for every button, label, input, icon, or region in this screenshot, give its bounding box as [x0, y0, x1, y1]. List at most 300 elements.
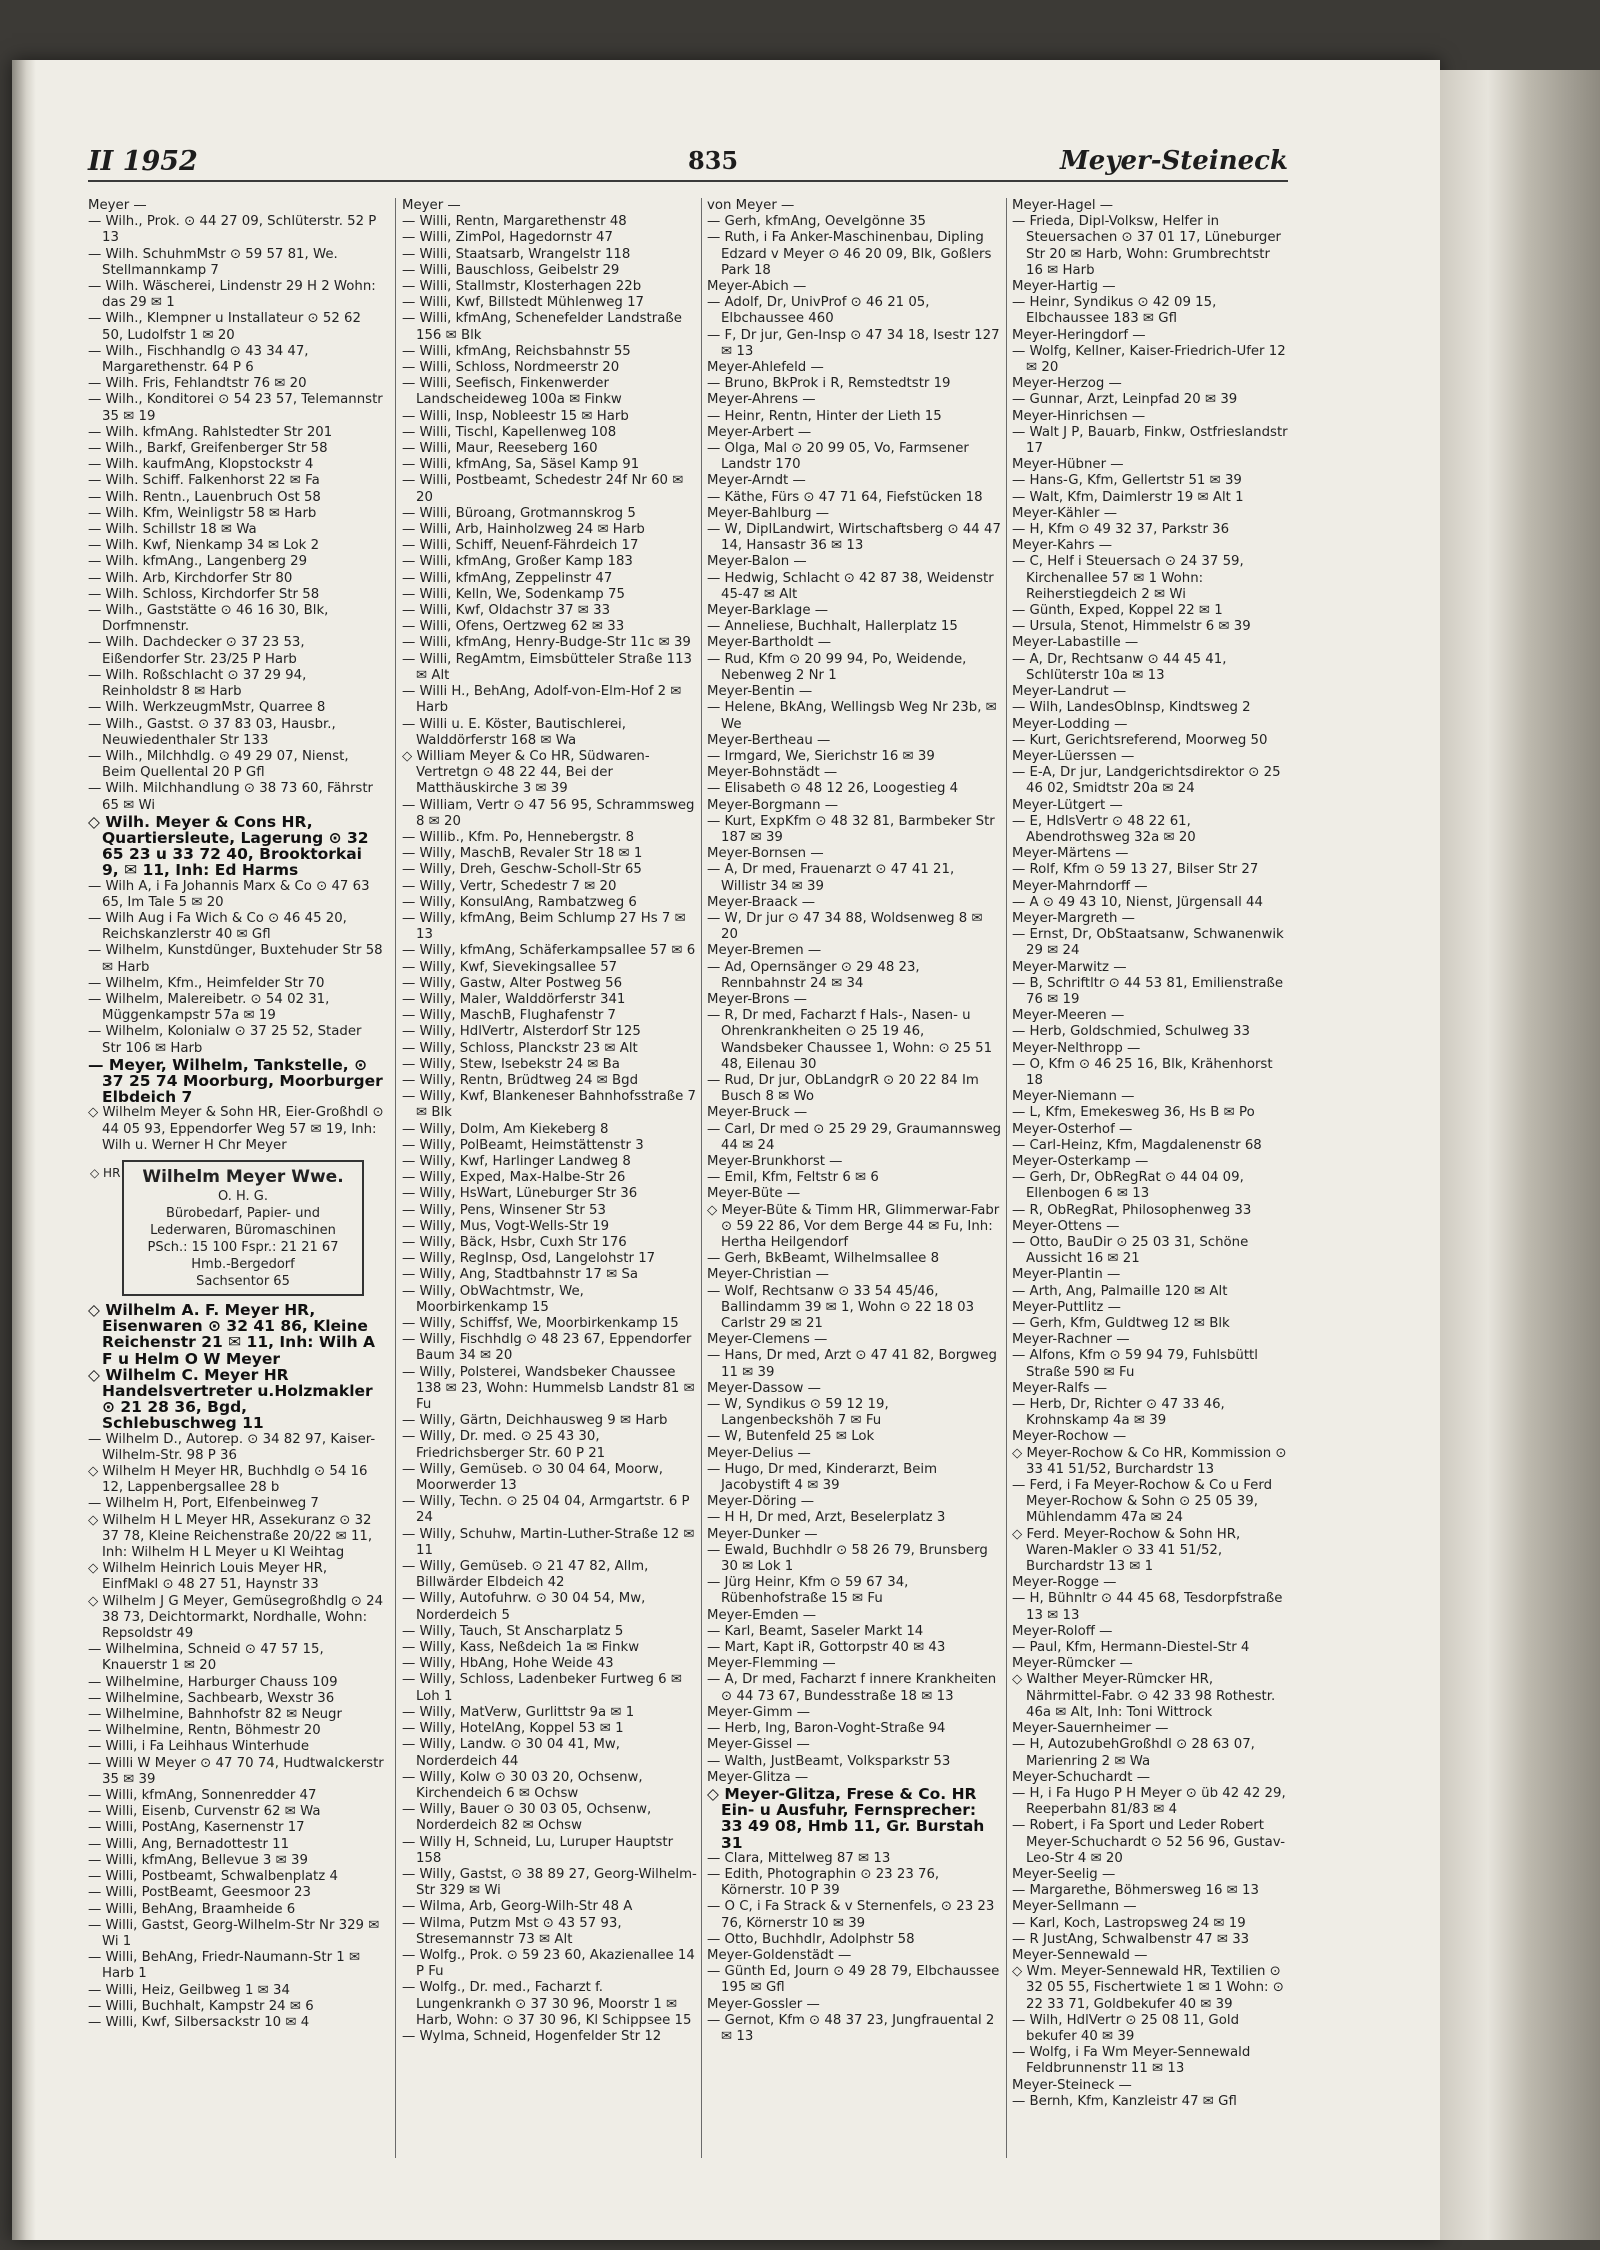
directory-entry: — Meyer, Wilhelm, Tankstelle, ⊙ 37 25 74 Moorburg, Moorburger Elbdeich 7 — [88, 1055, 383, 1107]
directory-entry: — Wilhelm, Kolonialw ⊙ 37 25 52, Stader Str 106 ✉ Harb — [88, 1024, 362, 1056]
directory-entry: Meyer-Margreth — — [1012, 910, 1135, 926]
directory-entry: — Willy, kfmAng, Schäferkampsallee 57 ✉ 6 — [402, 943, 696, 959]
directory-entry: — Gerh, BkBeamt, Wilhelmsallee 8 — [707, 1251, 940, 1267]
directory-entry: — Irmgard, We, Sierichstr 16 ✉ 39 — [707, 748, 935, 764]
directory-entry: — Willy H, Schneid, Lu, Luruper Hauptstr 158 — [402, 1834, 674, 1866]
directory-entry: — Willi, Buchhalt, Kampstr 24 ✉ 6 — [88, 1998, 314, 2014]
directory-entry: — Mart, Kapt iR, Gottorpstr 40 ✉ 43 — [707, 1640, 946, 1656]
directory-entry: — Herb, Ing, Baron-Voght-Straße 94 — [707, 1721, 946, 1737]
directory-entry: — Willi, kfmAng, Bellevue 3 ✉ 39 — [88, 1852, 308, 1868]
directory-entry: — Wilh. Schloss, Kirchdorfer Str 58 — [88, 586, 320, 602]
directory-entry: — Willy, Dreh, Geschw-Scholl-Str 65 — [402, 862, 642, 878]
directory-entry: — Gerh, Kfm, Guldtweg 12 ✉ Blk — [1012, 1316, 1230, 1332]
directory-entry: — Hugo, Dr med, Kinderarzt, Beim Jacobystift 4 ✉ 39 — [707, 1461, 938, 1494]
directory-entry: — Willy, Autofuhrw. ⊙ 30 04 54, Mw, Norderdeich 5 — [402, 1591, 646, 1623]
directory-entry: Meyer-Sauernheimer — — [1012, 1721, 1169, 1737]
directory-entry: — Willy, Fischhdlg ⊙ 48 23 67, Eppendorfer Baum 34 ✉ 20 — [402, 1332, 692, 1364]
directory-entry: — Günth Ed, Journ ⊙ 49 28 79, Elbchaussee 195 ✉ Gfl — [707, 1964, 1000, 1996]
directory-entry: — Wilh. Milchhandlung ⊙ 38 73 60, Fährstr 65 ✉ Wi — [88, 781, 374, 813]
directory-entry: Meyer-Dassow — — [707, 1380, 821, 1396]
directory-entry: Meyer-Büte — — [707, 1186, 801, 1202]
directory-entry: ◇ Wilhelm Meyer & Sohn HR, Eier-Großhdl ⊙ 44 05 93, Eppendorfer Weg 57 ✉ 19, Inh: Wilh u. Werner H Chr Meyer — [88, 1105, 384, 1153]
directory-entry: Meyer-Steineck — — [1012, 2077, 1132, 2093]
ad-box — [122, 1160, 364, 1296]
directory-entry: — Willy, Kwf, Harlinger Landweg 8 — [402, 1153, 631, 1169]
directory-entry: Meyer-Bremen — — [707, 943, 822, 959]
directory-entry: — Willy, HdlVertr, Alsterdorf Str 125 — [402, 1024, 641, 1040]
directory-entry: Meyer-Ottens — — [1012, 1218, 1120, 1234]
directory-entry: — Willi, Heiz, Geilbweg 1 ✉ 34 — [88, 1982, 290, 1998]
directory-entry: — W, Butenfeld 25 ✉ Lok — [707, 1429, 875, 1445]
directory-entry: — Wilh., Gastst. ⊙ 37 83 03, Hausbr., Neuwiedenthaler Str 133 — [88, 716, 336, 748]
directory-entry: — Willi, ZimPol, Hagedornstr 47 — [402, 230, 613, 246]
directory-entry: — Walt, Kfm, Daimlerstr 19 ✉ Alt 1 — [1012, 489, 1244, 505]
directory-entry: — Wilhelmine, Sachbearb, Wexstr 36 — [88, 1690, 335, 1706]
directory-entry: — Heinr, Rentn, Hinter der Lieth 15 — [707, 408, 942, 424]
directory-entry: — Wolfg., Prok. ⊙ 59 23 60, Akazienallee 14 P Fu — [402, 1947, 695, 1980]
directory-entry: Meyer-Lodding — — [1012, 716, 1128, 732]
directory-entry: — Willy, Landw. ⊙ 30 04 41, Mw, Norderdeich 44 — [402, 1737, 620, 1769]
directory-entry: ◇ Wilhelm H L Meyer HR, Assekuranz ⊙ 32 37 78, Kleine Reichenstraße 20/22 ✉ 11, Inh: Wilhelm H L Meyer u Kl Weihtag — [88, 1512, 373, 1561]
directory-entry: — Willi, kfmAng, Sa, Säsel Kamp 91 — [402, 457, 640, 473]
directory-entry: — Wilh. Arb, Kirchdorfer Str 80 — [88, 570, 293, 586]
directory-entry: Meyer-Seelig — — [1012, 1866, 1116, 1882]
directory-entry: Meyer-Bahlburg — — [707, 505, 830, 521]
directory-entry: — Adolf, Dr, UnivProf ⊙ 46 21 05, Elbchaussee 460 — [707, 295, 930, 327]
directory-entry: — Robert, i Fa Sport und Leder Robert Meyer-Schuchardt ⊙ 52 56 96, Gustav-Leo-Str 4 ✉ 20 — [1012, 1818, 1286, 1866]
directory-entry: — Carl, Dr med ⊙ 25 29 29, Graumannsweg 44 ✉ 24 — [707, 1121, 1002, 1153]
directory-entry: — Wilh A, i Fa Johannis Marx & Co ⊙ 47 63 65, Im Tale 5 ✉ 20 — [88, 878, 370, 910]
directory-entry: — Willi, Kwf, Oldachstr 37 ✉ 33 — [402, 603, 611, 619]
directory-entry: Meyer-Delius — — [707, 1445, 811, 1461]
directory-entry: ◇ Meyer-Büte & Timm HR, Glimmerwar-Fabr ⊙ 59 22 86, Vor dem Berge 44 ✉ Fu, Inh: Hertha Heilgendorf — [707, 1202, 1000, 1250]
directory-entry: — Olga, Mal ⊙ 20 99 05, Vo, Farmsener Landstr 170 — [707, 441, 969, 473]
directory-entry: Meyer-Arndt — — [707, 473, 806, 489]
column-2 — [402, 198, 698, 2168]
directory-entry: — Carl-Heinz, Kfm, Magdalenenstr 68 — [1012, 1137, 1262, 1153]
column-rule — [1006, 198, 1007, 2158]
directory-entry: Meyer-Gissel — — [707, 1737, 810, 1753]
directory-entry: — Kurt, ExpKfm ⊙ 48 32 81, Barmbeker Str 187 ✉ 39 — [707, 813, 995, 845]
directory-entry: — Wilhelmine, Bahnhofstr 82 ✉ Neugr — [88, 1707, 342, 1723]
directory-entry: — Wilh., Gaststätte ⊙ 46 16 30, Blk, Dorfmnenstr. — [88, 603, 329, 635]
directory-entry: Meyer-Hinrichsen — — [1012, 408, 1146, 424]
directory-entry: Meyer-Christian — — [707, 1267, 829, 1283]
directory-entry: — Käthe, Fürs ⊙ 47 71 64, Fiefstücken 18 — [707, 489, 983, 505]
directory-entry: — Willy, kfmAng, Beim Schlump 27 Hs 7 ✉ 13 — [402, 910, 686, 943]
directory-entry: — Ursula, Stenot, Himmelstr 6 ✉ 39 — [1012, 619, 1251, 635]
directory-entry: — Willi, i Fa Leihhaus Winterhude — [88, 1739, 310, 1755]
directory-entry: — Willy, Rentn, Brüdtweg 24 ✉ Bgd — [402, 1072, 639, 1088]
directory-entry: — Kurt, Gerichtsreferend, Moorweg 50 — [1012, 732, 1268, 748]
directory-entry: — Willy, Polsterei, Wandsbeker Chaussee 138 ✉ 23, Wohn: Hummelsb Landstr 81 ✉ Fu — [402, 1364, 695, 1413]
directory-entry: Meyer-Nelthropp — — [1012, 1040, 1141, 1056]
directory-entry: — Willi, kfmAng, Sonnenredder 47 — [88, 1788, 317, 1804]
directory-entry: — Wilh. Roßschlacht ⊙ 37 29 94, Reinholdstr 8 ✉ Harb — [88, 667, 307, 700]
directory-entry: — Bernh, Kfm, Kanzleistr 47 ✉ Gfl — [1012, 2093, 1237, 2109]
directory-entry: — Wilh., Milchhdlg. ⊙ 49 29 07, Nienst, Beim Quellental 20 P Gfl — [88, 748, 349, 781]
directory-entry: — R, ObRegRat, Philosophenweg 33 — [1012, 1202, 1252, 1218]
directory-entry: — Willi, BehAng, Braamheide 6 — [88, 1901, 296, 1917]
directory-entry: — Wilhelm H, Port, Elfenbeinweg 7 — [88, 1496, 319, 1512]
directory-entry: ◇ Wilhelm H Meyer HR, Buchhdlg ⊙ 54 16 12, Lappenbergsallee 28 b — [88, 1464, 368, 1496]
directory-entry: — Willy, Tauch, St Anscharplatz 5 — [402, 1623, 624, 1639]
directory-entry: — Willi H., BehAng, Adolf-von-Elm-Hof 2 ✉ Harb — [402, 684, 682, 716]
directory-entry: — H, Kfm ⊙ 49 32 37, Parkstr 36 — [1012, 522, 1230, 538]
directory-entry: — Emil, Kfm, Feltstr 6 ✉ 6 — [707, 1170, 879, 1186]
directory-entry: — Willy, Dr. med. ⊙ 25 43 30, Friedrichsberger Str. 60 P 21 — [402, 1429, 606, 1461]
directory-entry: — Otto, BauDir ⊙ 25 03 31, Schöne Aussicht 16 ✉ 21 — [1012, 1235, 1249, 1267]
directory-entry: Meyer-Bornsen — — [707, 846, 824, 862]
directory-entry: ◇ William Meyer & Co HR, Südwaren-Vertretgn ⊙ 48 22 44, Bei der Matthäuskirche 3 ✉ 39 — [402, 748, 650, 797]
directory-entry: von Meyer — — [707, 198, 795, 213]
directory-entry: — Willi, PostAng, Kasernenstr 17 — [88, 1820, 305, 1836]
directory-entry: — Wilh, LandesOblnsp, Kindtsweg 2 — [1012, 700, 1251, 716]
directory-entry: — Wilh. Wäscherei, Lindenstr 29 H 2 Wohn: das 29 ✉ 1 — [88, 279, 376, 311]
directory-entry: — W, Syndikus ⊙ 59 12 19, Langenbeckshöh 7 ✉ Fu — [707, 1397, 889, 1429]
directory-entry: ◇ Meyer-Rochow & Co HR, Kommission ⊙ 33 41 51/52, Burchardstr 13 — [1012, 1445, 1287, 1477]
directory-entry: — Wilh. kfmAng., Langenberg 29 — [88, 554, 308, 570]
directory-entry: — Wilh. Kwf, Nienkamp 34 ✉ Lok 2 — [88, 538, 320, 554]
page-stack-edge — [1440, 70, 1600, 2240]
directory-entry: Meyer-Arbert — — [707, 424, 812, 440]
directory-entry: — Rolf, Kfm ⊙ 59 13 27, Bilser Str 27 — [1012, 862, 1259, 878]
directory-entry: — H, AutozubehGroßhdl ⊙ 28 63 07, Marienring 2 ✉ Wa — [1012, 1737, 1255, 1769]
ad-line: Hmb.-Bergedorf — [191, 1256, 295, 1272]
directory-entry: Meyer-Brunkhorst — — [707, 1153, 843, 1169]
directory-entry: — Frieda, Dipl-Volksw, Helfer in Steuersachen ⊙ 37 01 17, Lüneburger Str 20 ✉ Harb, Wohn: Grumbrechtstr 16 ✉ Harb — [1012, 214, 1281, 278]
directory-entry: — O C, i Fa Strack & v Sternenfels, ⊙ 23 23 76, Körnerstr 10 ✉ 39 — [707, 1899, 995, 1931]
directory-entry: Meyer-Schuchardt — — [1012, 1769, 1151, 1785]
directory-entry: Meyer-Gimm — — [707, 1704, 811, 1720]
directory-entry: Meyer-Ahrens — — [707, 392, 816, 408]
directory-entry: Meyer-Mahrndorff — — [1012, 878, 1148, 894]
directory-entry: Meyer-Landrut — — [1012, 684, 1127, 700]
directory-entry: ◇ Wilhelm C. Meyer HR Handelsvertreter u.Holzmakler ⊙ 21 28 36, Bgd, Schlebuschweg 11 — [88, 1365, 373, 1433]
directory-entry: — Wilh Aug i Fa Wich & Co ⊙ 46 45 20, Reichskanzlerstr 40 ✉ Gfl — [88, 910, 347, 943]
directory-entry: — Willy, Gastw, Alter Postweg 56 — [402, 975, 623, 991]
directory-entry: — Wilh. Kfm, Weinligstr 58 ✉ Harb — [88, 505, 317, 521]
directory-entry: ◇ Wilhelm Heinrich Louis Meyer HR, EinfMakl ⊙ 48 27 51, Haynstr 33 — [88, 1561, 328, 1593]
directory-entry: — Willy, Pens, Winsener Str 53 — [402, 1202, 606, 1218]
directory-entry: Meyer-Kähler — — [1012, 505, 1118, 521]
directory-entry: Meyer-Barklage — — [707, 603, 829, 619]
directory-entry: Meyer — — [88, 198, 147, 213]
directory-entry: — Karl, Beamt, Saseler Markt 14 — [707, 1623, 924, 1639]
directory-entry: Meyer-Plantin — — [1012, 1267, 1121, 1283]
directory-entry: — Willi, Staatsarb, Wrangelstr 118 — [402, 246, 631, 262]
directory-entry: — Willi, kfmAng, Henry-Budge-Str 11c ✉ 39 — [402, 635, 691, 651]
directory-entry: — Wilhelmine, Harburger Chauss 109 — [88, 1674, 338, 1690]
directory-entry: Meyer-Herzog — — [1012, 376, 1122, 392]
directory-entry: — Herb, Dr, Richter ⊙ 47 33 46, Krohnskamp 4a ✉ 39 — [1012, 1397, 1225, 1429]
directory-entry: Meyer-Bartholdt — — [707, 635, 832, 651]
directory-entry: — Willy, HsWart, Lüneburger Str 36 — [402, 1186, 638, 1202]
directory-entry: — Arth, Ang, Palmaille 120 ✉ Alt — [1012, 1283, 1228, 1299]
header-catchword: Meyer-Steineck — [1060, 146, 1288, 176]
directory-entry: — Willy, Dolm, Am Kiekeberg 8 — [402, 1121, 609, 1137]
directory-entry: — Wilma, Arb, Georg-Wilh-Str 48 A — [402, 1899, 633, 1915]
ad-register-mark: ◇ HR — [90, 1165, 121, 1180]
column-1 — [88, 198, 384, 2168]
directory-entry: Meyer — — [402, 198, 461, 213]
directory-entry: Meyer-Abich — — [707, 279, 807, 295]
directory-entry: Meyer-Puttlitz — — [1012, 1299, 1121, 1315]
directory-entry: — Willy, Exped, Max-Halbe-Str 26 — [402, 1170, 626, 1186]
directory-entry: Meyer-Braack — — [707, 894, 816, 910]
directory-entry: — Willi, BehAng, Friedr-Naumann-Str 1 ✉ Harb 1 — [88, 1950, 361, 1982]
directory-entry: — Willi, Kwf, Billstedt Mühlenweg 17 — [402, 295, 645, 311]
directory-entry: — Helene, BkAng, Wellingsb Weg Nr 23b, ✉ We — [707, 700, 997, 732]
directory-entry: — Willi, Kelln, We, Sodenkamp 75 — [402, 586, 625, 602]
directory-entry: — Willi, Ofens, Oertzweg 62 ✉ 33 — [402, 619, 625, 635]
directory-entry: — Wilh. kfmAng. Rahlstedter Str 201 — [88, 424, 333, 440]
directory-entry: — Willi, Postbeamt, Schedestr 24f Nr 60 ✉ 20 — [402, 473, 684, 505]
directory-entry: — E-A, Dr jur, Landgerichtsdirektor ⊙ 25 46 02, Smidtstr 20a ✉ 24 — [1012, 765, 1281, 797]
directory-entry: Meyer-Glitza — — [707, 1769, 809, 1785]
directory-entry: — Willi, Kwf, Silbersackstr 10 ✉ 4 — [88, 2014, 310, 2030]
directory-entry: — Wilhelmine, Rentn, Böhmestr 20 — [88, 1723, 321, 1739]
directory-entry: — W, DiplLandwirt, Wirtschaftsberg ⊙ 44 47 14, Hansastr 36 ✉ 13 — [707, 522, 1001, 554]
directory-entry: — E, HdlsVertr ⊙ 48 22 61, Abendrothsweg 32a ✉ 20 — [1012, 813, 1196, 845]
directory-entry: Meyer-Niemann — — [1012, 1089, 1135, 1105]
directory-entry: — Willy, Kass, Neßdeich 1a ✉ Finkw — [402, 1640, 640, 1656]
directory-entry: — Willy, Schloss, Ladenbeker Furtweg 6 ✉ Loh 1 — [402, 1672, 683, 1704]
directory-entry: — Willy, Techn. ⊙ 25 04 04, Armgartstr. 6 P 24 — [402, 1494, 690, 1526]
directory-entry: — Willi u. E. Köster, Bautischlerei, Walddörferstr 168 ✉ Wa — [402, 716, 626, 748]
directory-entry: ◇ Wm. Meyer-Sennewald HR, Textilien ⊙ 32 05 55, Fischertwiete 1 ✉ 1 Wohn: ⊙ 22 33 71, Goldbekufer 40 ✉ 39 — [1012, 1964, 1284, 2012]
directory-entry: Meyer-Emden — — [707, 1607, 817, 1623]
directory-entry: — Willy, Schuhw, Martin-Luther-Straße 12 ✉ 11 — [402, 1526, 695, 1558]
directory-entry: Meyer-Bertheau — — [707, 732, 831, 748]
directory-entry: — Willy, Bäck, Hsbr, Cuxh Str 176 — [402, 1235, 627, 1250]
directory-entry: Meyer-Bruck — — [707, 1105, 808, 1121]
directory-entry: — Willi, Ang, Bernadottestr 11 — [88, 1836, 290, 1852]
column-rule — [395, 198, 396, 2158]
directory-entry: — R JustAng, Schwalbenstr 47 ✉ 33 — [1012, 1931, 1250, 1947]
directory-entry: Meyer-Kahrs — — [1012, 538, 1113, 554]
directory-entry: — Wilhelm, Malereibetr. ⊙ 54 02 31, Müggenkampstr 57a ✉ 19 — [88, 991, 330, 1024]
directory-entry: Meyer-Osterkamp — — [1012, 1153, 1149, 1169]
directory-entry: — Ewald, Buchhdlr ⊙ 58 26 79, Brunsberg 30 ✉ Lok 1 — [707, 1542, 988, 1575]
directory-entry: — Willi, Arb, Hainholzweg 24 ✉ Harb — [402, 522, 645, 538]
directory-entry: Meyer-Rochow — — [1012, 1429, 1127, 1445]
directory-entry: — Paul, Kfm, Hermann-Diestel-Str 4 — [1012, 1640, 1250, 1656]
directory-entry: — Wilh. Fris, Fehlandtstr 76 ✉ 20 — [88, 376, 307, 392]
directory-entry: — Wilh., Fischhandlg ⊙ 43 34 47, Margarethenstr. 64 P 6 — [88, 343, 309, 376]
directory-entry: — Willy, Gastst, ⊙ 38 89 27, Georg-Wilhelm-Str 329 ✉ Wi — [402, 1866, 697, 1899]
directory-entry: — Wilh. Dachdecker ⊙ 37 23 53, Eißendorfer Str. 23/25 P Harb — [88, 635, 305, 667]
directory-entry: — Willy, ObWachtmstr, We, Moorbirkenkamp 15 — [402, 1283, 584, 1315]
directory-entry: — Willy, Vertr, Schedestr 7 ✉ 20 — [402, 878, 617, 894]
directory-entry: — Bruno, BkProk i R, Remstedtstr 19 — [707, 376, 951, 392]
column-4 — [1012, 198, 1288, 2168]
directory-entry: Meyer-Balon — — [707, 554, 807, 570]
directory-entry: — Willi, Eisenb, Curvenstr 62 ✉ Wa — [88, 1804, 321, 1820]
ad-line: Lederwaren, Büromaschinen — [150, 1222, 336, 1238]
directory-entry: Meyer-Ralfs — — [1012, 1380, 1108, 1396]
directory-entry: — Willi, Gastst, Georg-Wilhelm-Str Nr 329 ✉ Wi 1 — [88, 1917, 380, 1949]
directory-entry: — Clara, Mittelweg 87 ✉ 13 — [707, 1850, 891, 1866]
directory-entry: Meyer-Labastille — — [1012, 635, 1139, 651]
directory-entry: Meyer-Dunker — — [707, 1526, 818, 1542]
directory-entry: — Willy, Kwf, Blankeneser Bahnhofsstraße 7 ✉ Blk — [402, 1089, 697, 1121]
directory-entry: — Wilhelm D., Autorep. ⊙ 34 82 97, Kaiser-Wilhelm-Str. 98 P 36 — [88, 1431, 376, 1463]
ad-line: O. H. G. — [218, 1188, 268, 1204]
directory-entry: — B, Schriftltr ⊙ 44 53 81, Emilienstraße 76 ✉ 19 — [1012, 975, 1284, 1007]
directory-entry: — A, Dr, Rechtsanw ⊙ 44 45 41, Schlüterstr 10a ✉ 13 — [1012, 651, 1227, 683]
directory-entry: — Elisabeth ⊙ 48 12 26, Loogestieg 4 — [707, 781, 959, 797]
directory-entry: Meyer-Goldenstädt — — [707, 1947, 852, 1963]
directory-entry: — Ad, Opernsänger ⊙ 29 48 23, Rennbahnstr 24 ✉ 34 — [707, 959, 920, 991]
directory-entry: ◇ Wilh. Meyer & Cons HR, Quartiersleute, Lagerung ⊙ 32 65 23 u 33 72 40, Brooktorkai 9, ✉ 11, Inh: Ed Harms — [88, 812, 369, 880]
directory-entry: — Ruth, i Fa Anker-Maschinenbau, Dipling Edzard v Meyer ⊙ 46 20 09, Blk, Goßlers Park 18 — [707, 230, 992, 278]
directory-entry: — Wolf, Rechtsanw ⊙ 33 54 45/46, Ballindamm 39 ✉ 1, Wohn ⊙ 22 18 03 Carlstr 29 ✉ 21 — [707, 1283, 975, 1332]
directory-entry: Meyer-Hagel — — [1012, 198, 1114, 213]
directory-entry: — Willi, Maur, Reeseberg 160 — [402, 441, 598, 457]
directory-entry: Meyer-Bentin — — [707, 684, 813, 700]
directory-entry: — Willy, Gemüseb. ⊙ 21 47 82, Allm, Billwärder Elbdeich 42 — [402, 1559, 649, 1591]
directory-entry: — Willy, Schloss, Planckstr 23 ✉ Alt — [402, 1040, 638, 1056]
directory-entry: Meyer-Lütgert — — [1012, 797, 1123, 813]
directory-entry: — Hans, Dr med, Arzt ⊙ 47 41 82, Borgweg 11 ✉ 39 — [707, 1348, 997, 1380]
ad-line: PSch.: 15 100 Fspr.: 21 21 67 — [147, 1239, 339, 1255]
directory-entry: — Willi, Postbeamt, Schwalbenplatz 4 — [88, 1869, 338, 1885]
directory-entry: — Ernst, Dr, ObStaatsanw, Schwanenwik 29 ✉ 24 — [1012, 927, 1284, 959]
directory-entry: — Margarethe, Böhmersweg 16 ✉ 13 — [1012, 1883, 1259, 1899]
directory-entry: Meyer-Rogge — — [1012, 1575, 1117, 1591]
directory-entry: — Willy, KonsulAng, Rambatzweg 6 — [402, 894, 637, 910]
ad-line: Bürobedarf, Papier- und — [166, 1205, 320, 1221]
directory-entry: — Willy, Kolw ⊙ 30 03 20, Ochsenw, Kirchendeich 6 ✉ Ochsw — [402, 1769, 643, 1801]
directory-entry: — Willy, MaschB, Revaler Str 18 ✉ 1 — [402, 846, 643, 862]
directory-entry: — Ferd, i Fa Meyer-Rochow & Co u Ferd Meyer-Rochow & Sohn ⊙ 25 05 39, Mühlendamm 47a ✉ 24 — [1012, 1478, 1273, 1526]
directory-entry: Meyer-Sellmann — — [1012, 1899, 1137, 1915]
directory-entry: — Anneliese, Buchhalt, Hallerplatz 15 — [707, 619, 958, 635]
directory-entry: — Wilh., Barkf, Greifenberger Str 58 — [88, 441, 328, 457]
directory-entry: — Gernot, Kfm ⊙ 48 37 23, Jungfrauental 2 ✉ 13 — [707, 2012, 995, 2044]
directory-entry: — Wilhelm, Kfm., Heimfelder Str 70 — [88, 975, 325, 991]
directory-entry: Meyer-Hartig — — [1012, 279, 1116, 295]
directory-entry: Meyer-Roloff — — [1012, 1623, 1113, 1639]
directory-entry: — H, Bühnltr ⊙ 44 45 68, Tesdorpfstraße 13 ✉ 13 — [1012, 1591, 1283, 1623]
directory-entry: — Willi, Seefisch, Finkenwerder Landscheideweg 100a ✉ Finkw — [402, 376, 622, 408]
directory-entry: — A, Dr med, Facharzt f innere Krankheiten ⊙ 44 73 67, Bundesstraße 18 ✉ 13 — [707, 1672, 997, 1704]
directory-entry: ◇ Wilhelm A. F. Meyer HR, Eisenwaren ⊙ 32 41 86, Kleine Reichenstr 21 ✉ 11, Inh: Wilh A F u Helm O W Meyer — [88, 1300, 375, 1368]
directory-entry: Meyer-Märtens — — [1012, 846, 1129, 862]
directory-entry: — Willi, PostBeamt, Geesmoor 23 — [88, 1885, 311, 1901]
page-number: 835 — [688, 146, 739, 175]
directory-entry: Meyer-Hübner — — [1012, 457, 1124, 473]
column-rule — [701, 198, 702, 2158]
directory-entry: Meyer-Osterhof — — [1012, 1121, 1133, 1137]
directory-entry: Meyer-Rachner — — [1012, 1332, 1130, 1348]
directory-entry: — Willi, Stallmstr, Klosterhagen 22b — [402, 279, 642, 295]
directory-entry: — Willi, Tischl, Kapellenweg 108 — [402, 424, 617, 440]
directory-entry: — Willy, Bauer ⊙ 30 03 05, Ochsenw, Norderdeich 82 ✉ Ochsw — [402, 1802, 652, 1834]
directory-entry: ◇ Walther Meyer-Rümcker HR, Nährmittel-Fabr. ⊙ 42 33 98 Rothestr. 46a ✉ Alt, Inh: Toni Wittrock — [1012, 1672, 1276, 1720]
directory-entry: — Willib., Kfm. Po, Hennebergstr. 8 — [402, 829, 635, 845]
directory-entry: — Willi, Büroang, Grotmannskrog 5 — [402, 505, 636, 521]
directory-entry: — Wilh., Prok. ⊙ 44 27 09, Schlüterstr. 52 P 13 — [88, 214, 377, 246]
directory-entry: — Wilh. SchuhmMstr ⊙ 59 57 81, We. Stellmannkamp 7 — [88, 246, 338, 278]
directory-entry: Meyer-Meeren — — [1012, 1008, 1125, 1024]
directory-entry: — Willi, kfmAng, Reichsbahnstr 55 — [402, 343, 631, 359]
directory-entry: — Willi, Schloss, Nordmeerstr 20 — [402, 360, 620, 376]
directory-entry: — Willy, HotelAng, Koppel 53 ✉ 1 — [402, 1721, 624, 1737]
directory-entry: — Heinr, Syndikus ⊙ 42 09 15, Elbchaussee 183 ✉ Gfl — [1012, 295, 1217, 327]
directory-entry: — Hedwig, Schlacht ⊙ 42 87 38, Weidenstr 45-47 ✉ Alt — [707, 570, 994, 602]
directory-entry: — H, i Fa Hugo P H Meyer ⊙ üb 42 42 29, Reeperbahn 81/83 ✉ 4 — [1012, 1785, 1286, 1818]
directory-entry: — Wilh. Rentn., Lauenbruch Ost 58 — [88, 489, 321, 505]
directory-entry: — Wilh. WerkzeugmMstr, Quarree 8 — [88, 700, 326, 716]
directory-entry: — Willy, Ang, Stadtbahnstr 17 ✉ Sa — [402, 1267, 639, 1283]
directory-entry: — Edith, Photographin ⊙ 23 23 76, Körnerstr. 10 P 39 — [707, 1866, 940, 1899]
directory-entry: — A, Dr med, Frauenarzt ⊙ 47 41 21, Willistr 34 ✉ 39 — [707, 862, 955, 894]
directory-entry: — Herb, Goldschmied, Schulweg 33 — [1012, 1024, 1250, 1040]
directory-entry: — Willi, Rentn, Margarethenstr 48 — [402, 214, 627, 230]
directory-entry: — Willi, kfmAng, Großer Kamp 183 — [402, 554, 633, 570]
directory-entry: — Wylma, Schneid, Hogenfelder Str 12 — [402, 2028, 662, 2044]
directory-entry: — L, Kfm, Emekesweg 36, Hs B ✉ Po — [1012, 1105, 1255, 1121]
directory-entry: — Willi, Schiff, Neuenf-Fährdeich 17 — [402, 538, 639, 554]
directory-entry: — C, Helf i Steuersach ⊙ 24 37 59, Kirchenallee 57 ✉ 1 Wohn: Reiherstiegdeich 2 ✉ Wi — [1012, 554, 1244, 602]
directory-entry: — Willi, Insp, Nobleestr 15 ✉ Harb — [402, 408, 629, 424]
directory-entry: — Wilhelmina, Schneid ⊙ 47 57 15, Knauerstr 1 ✉ 20 — [88, 1642, 324, 1674]
advertisement — [88, 1160, 384, 1296]
directory-entry: — Rud, Dr jur, ObLandgrR ⊙ 20 22 84 Im Busch 8 ✉ Wo — [707, 1072, 979, 1105]
directory-entry: — Willy, MaschB, Flughafenstr 7 — [402, 1008, 617, 1024]
directory-entry: — Willy, RegInsp, Osd, Langelohstr 17 — [402, 1251, 656, 1267]
directory-entry: — Willy, Stew, Isebekstr 24 ✉ Ba — [402, 1056, 620, 1072]
directory-entry: — Wilma, Putzm Mst ⊙ 43 57 93, Stresemannstr 73 ✉ Alt — [402, 1915, 622, 1947]
directory-entry: — Rud, Kfm ⊙ 20 99 94, Po, Weidende, Nebenweg 2 Nr 1 — [707, 651, 967, 683]
directory-entry: — Willi W Meyer ⊙ 47 70 74, Hudtwalckerstr 35 ✉ 39 — [88, 1755, 384, 1787]
directory-entry: Meyer-Lüerssen — — [1012, 748, 1135, 764]
directory-entry: — Alfons, Kfm ⊙ 59 94 79, Fuhlsbüttl Straße 590 ✉ Fu — [1012, 1348, 1258, 1380]
directory-entry: Meyer-Gossler — — [707, 1996, 820, 2012]
column-3 — [707, 198, 1003, 2168]
directory-entry: — Wilh., Klempner u Installateur ⊙ 52 62 50, Ludolfstr 1 ✉ 20 — [88, 311, 361, 343]
directory-entry: — Wilh. Schillstr 18 ✉ Wa — [88, 522, 257, 538]
directory-entry: Meyer-Döring — — [707, 1494, 815, 1510]
directory-entry: — Willi, kfmAng, Zeppelinstr 47 — [402, 570, 613, 586]
directory-entry: — Willy, Mus, Vogt-Wells-Str 19 — [402, 1218, 610, 1234]
directory-entry: — Wilh, HdlVertr ⊙ 25 08 11, Gold bekufer 40 ✉ 39 — [1012, 2012, 1240, 2044]
directory-entry: Meyer-Clemens — — [707, 1332, 828, 1348]
directory-entry: ◇ Wilhelm J G Meyer, Gemüsegroßhdlg ⊙ 24 38 73, Deichtormarkt, Nordhalle, Wohn: Repsoldstr 49 — [88, 1593, 384, 1642]
directory-entry: — Günth, Exped, Koppel 22 ✉ 1 — [1012, 603, 1223, 619]
directory-entry: — Jürg Heinr, Kfm ⊙ 59 67 34, Rübenhofstraße 15 ✉ Fu — [707, 1575, 909, 1607]
directory-entry: — Wilh. kaufmAng, Klopstockstr 4 — [88, 457, 314, 473]
directory-entry: ◇ Ferd. Meyer-Rochow & Sohn HR, Waren-Makler ⊙ 33 41 51/52, Burchardstr 13 ✉ 1 — [1012, 1526, 1241, 1575]
directory-entry: — O, Kfm ⊙ 46 25 16, Blk, Krähenhorst 18 — [1012, 1056, 1273, 1088]
directory-entry: — Gunnar, Arzt, Leinpfad 20 ✉ 39 — [1012, 392, 1238, 408]
directory-entry: — Wolfg., Dr. med., Facharzt f. Lungenkrankh ⊙ 37 30 96, Moorstr 1 ✉ Harb, Wohn: ⊙ 37 30 96, Kl Schippsee 15 — [402, 1980, 692, 2028]
directory-entry: ◇ Meyer-Glitza, Frese & Co. HR Ein- u Ausfuhr, Fernsprecher: 33 49 08, Hmb 11, Gr. Burstah 31 — [707, 1784, 985, 1852]
directory-entry: Meyer-Bohnstädt — — [707, 765, 838, 781]
ad-line: Sachsentor 65 — [196, 1273, 290, 1289]
directory-entry: — William, Vertr ⊙ 47 56 95, Schrammsweg 8 ✉ 20 — [402, 797, 695, 829]
directory-entry: Meyer-Flemming — — [707, 1656, 836, 1672]
directory-entry: — H H, Dr med, Arzt, Beselerplatz 3 — [707, 1510, 946, 1526]
directory-entry: — Otto, Buchhdlr, Adolphstr 58 — [707, 1931, 915, 1947]
header-edition: II 1952 — [88, 146, 198, 177]
directory-entry: — Wilh. Schiff. Falkenhorst 22 ✉ Fa — [88, 473, 320, 489]
directory-entry: — Willy, Gemüseb. ⊙ 30 04 64, Moorw, Moorwerder 13 — [402, 1461, 663, 1494]
directory-entry: Meyer-Borgmann — — [707, 797, 839, 813]
directory-entry: — Walt J P, Bauarb, Finkw, Ostfrieslandstr 17 — [1012, 424, 1288, 457]
